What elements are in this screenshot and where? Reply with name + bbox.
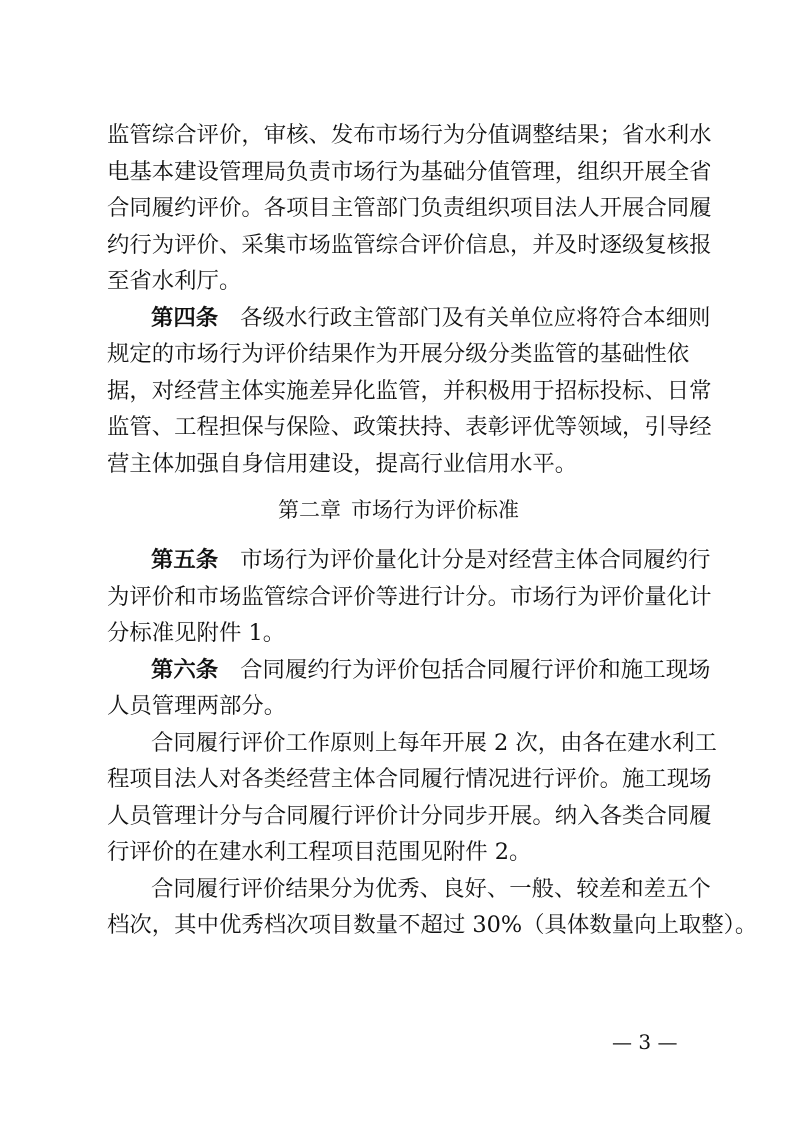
text-line: 合同履行评价工作原则上每年开展 2 次，由各在建水利工	[151, 729, 717, 756]
paragraph-contract-evaluation	[107, 725, 717, 871]
paragraph-evaluation-result	[107, 871, 758, 944]
text-line: 档次，其中优秀档次项目数量不超过 30%（具体数量向上取整）。	[107, 912, 758, 938]
article-6	[107, 652, 711, 725]
article-text: 合同履约行为评价包括合同履行评价和施工现场	[240, 656, 711, 683]
text-line: 营主体加强自身信用建设，提高行业信用水平。	[107, 450, 578, 477]
chapter-number: 第二章	[278, 498, 341, 522]
article-label: 第四条	[151, 304, 219, 331]
article-4	[107, 300, 712, 483]
text-line: 电基本建设管理局负责市场行为基础分值管理，组织开展全省	[107, 158, 712, 185]
paragraph-continuation	[107, 117, 712, 300]
article-5	[107, 542, 712, 652]
text-line: 规定的市场行为评价结果作为开展分级分类监管的基础性依	[107, 341, 690, 367]
text-line: 合同履约评价。各项目主管部门负责组织项目法人开展合同履	[107, 195, 712, 221]
article-first-line	[107, 300, 711, 337]
text-line: 人员管理计分与合同履行评价计分同步开展。纳入各类合同履	[107, 802, 712, 829]
article-first-line	[107, 652, 711, 689]
text-line: 合同履行评价结果分为优秀、良好、一般、较差和差五个	[151, 875, 711, 902]
text-line: 监管综合评价，审核、发布市场行为分值调整结果；省水利水	[107, 122, 712, 148]
text-line: 约行为评价、采集市场监管综合评价信息，并及时逐级复核报	[107, 231, 712, 258]
text-line: 监管、工程担保与保险、政策扶持、表彰评优等领域，引导经	[107, 414, 712, 440]
page-number: — 3 —	[612, 1030, 678, 1054]
chapter-title: 市场行为评价标准	[351, 498, 519, 522]
article-text: 各级水行政主管部门及有关单位应将符合本细则	[240, 304, 711, 331]
text-line: 据，对经营主体实施差异化监管，并积极用于招标投标、日常	[107, 377, 712, 404]
text-line: 行评价的在建水利工程项目范围见附件 2。	[107, 839, 532, 865]
text-line: 为评价和市场监管综合评价等进行计分。市场行为评价量化计	[107, 583, 712, 610]
document-body	[107, 117, 758, 944]
article-first-line	[107, 542, 711, 579]
chapter-heading	[107, 482, 690, 542]
article-label: 第六条	[151, 656, 219, 683]
text-line: 程项目法人对各类经营主体合同履行情况进行评价。施工现场	[107, 766, 712, 792]
article-text: 市场行为评价量化计分是对经营主体合同履约行	[240, 547, 711, 573]
text-line: 分标准见附件 1。	[107, 620, 286, 646]
text-line: 人员管理两部分。	[107, 693, 287, 719]
article-label: 第五条	[151, 547, 219, 573]
text-line: 至省水利厅。	[107, 268, 242, 294]
